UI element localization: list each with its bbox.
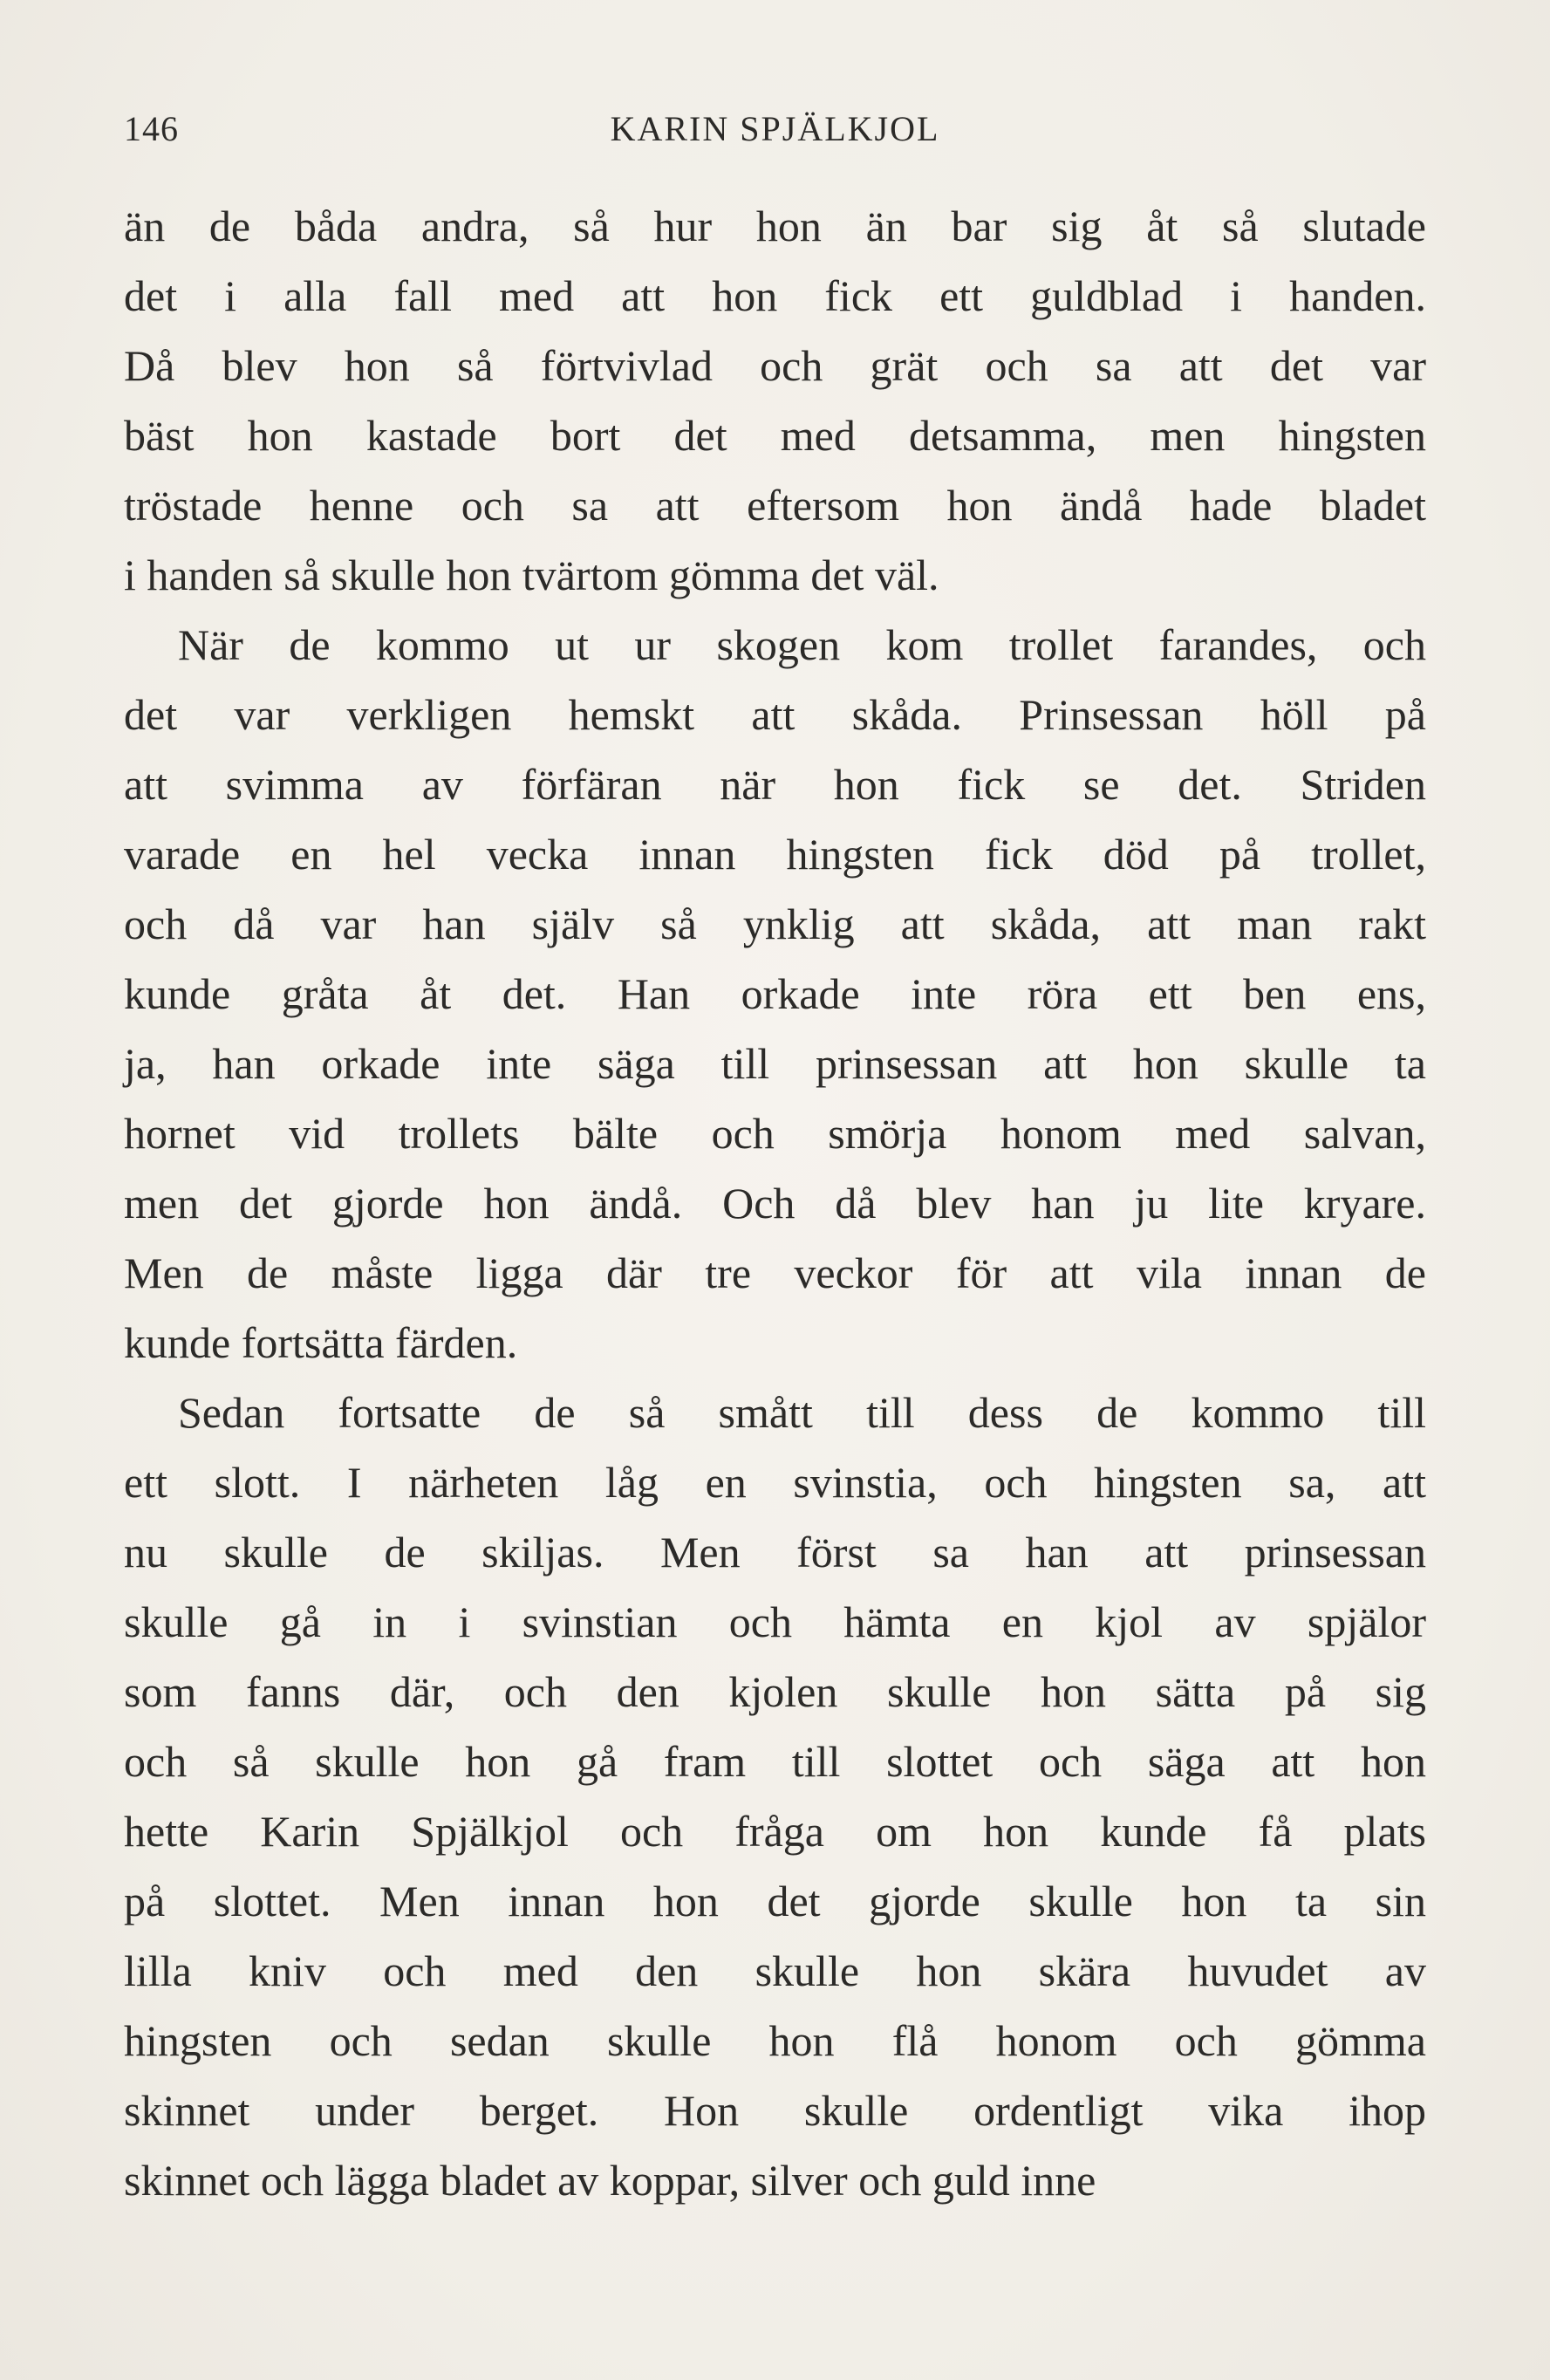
text-line: hette Karin Spjälkjol och fråga om hon kunde få plats xyxy=(124,1807,1426,1856)
text-line: skinnet under berget. Hon skulle ordentligt vika ihop xyxy=(124,2086,1426,2135)
text-line: hingsten och sedan skulle hon flå honom och gömma xyxy=(124,2016,1426,2065)
text-line: bäst hon kastade bort det med detsamma, men hingsten xyxy=(124,411,1426,460)
text-line: som fanns där, och den kjolen skulle hon sätta på sig xyxy=(124,1667,1426,1716)
text-line: När de kommo ut ur skogen kom trollet farandes, och xyxy=(178,620,1426,669)
text-line: hornet vid trollets bälte och smörja honom med salvan, xyxy=(124,1109,1426,1158)
text-line: än de båda andra, så hur hon än bar sig åt så slutade xyxy=(124,202,1426,250)
text-line: och så skulle hon gå fram till slottet och säga att hon xyxy=(124,1737,1426,1786)
text-line: det var verkligen hemskt att skåda. Prinsessan höll på xyxy=(124,690,1426,739)
text-line: och då var han själv så ynklig att skåda, att man rakt xyxy=(124,899,1426,948)
text-line: Då blev hon så förtvivlad och grät och sa att det var xyxy=(124,341,1426,390)
paragraph xyxy=(124,1378,1426,2215)
page-header xyxy=(124,108,1426,161)
text-line: på slottet. Men innan hon det gjorde skulle hon ta sin xyxy=(124,1877,1426,1925)
text-line: kunde gråta åt det. Han orkade inte röra ett ben ens, xyxy=(124,969,1426,1018)
text-line: kunde fortsätta färden. xyxy=(124,1318,518,1367)
text-line: att svimma av förfäran när hon fick se det. Striden xyxy=(124,760,1426,809)
page-number: 146 xyxy=(124,109,179,148)
text-line: i handen så skulle hon tvärtom gömma det väl. xyxy=(124,551,939,599)
running-head: KARIN SPJÄLKJOL xyxy=(610,109,940,148)
text-line: det i alla fall med att hon fick ett guldblad i handen. xyxy=(124,271,1426,320)
body-text xyxy=(124,191,1426,2215)
text-line: skulle gå in i svinstian och hämta en kjol av spjälor xyxy=(124,1597,1426,1646)
text-line: skinnet och lägga bladet av koppar, silver och guld inne xyxy=(124,2156,1096,2205)
text-line: tröstade henne och sa att eftersom hon ändå hade bladet xyxy=(124,481,1426,530)
text-line: men det gjorde hon ändå. Och då blev han ju lite kryare. xyxy=(124,1179,1426,1228)
text-line: Sedan fortsatte de så smått till dess de kommo till xyxy=(178,1388,1426,1437)
text-line: Men de måste ligga där tre veckor för att vila innan de xyxy=(124,1248,1426,1297)
paragraph xyxy=(124,191,1426,610)
text-line: varade en hel vecka innan hingsten fick död på trollet, xyxy=(124,830,1426,879)
text-line: ja, han orkade inte säga till prinsessan att hon skulle ta xyxy=(124,1039,1426,1088)
text-line: ett slott. I närheten låg en svinstia, och hingsten sa, att xyxy=(124,1458,1426,1507)
text-line: nu skulle de skiljas. Men först sa han att prinsessan xyxy=(124,1528,1426,1576)
paragraph xyxy=(124,610,1426,1378)
text-line: lilla kniv och med den skulle hon skära huvudet av xyxy=(124,1946,1426,1995)
